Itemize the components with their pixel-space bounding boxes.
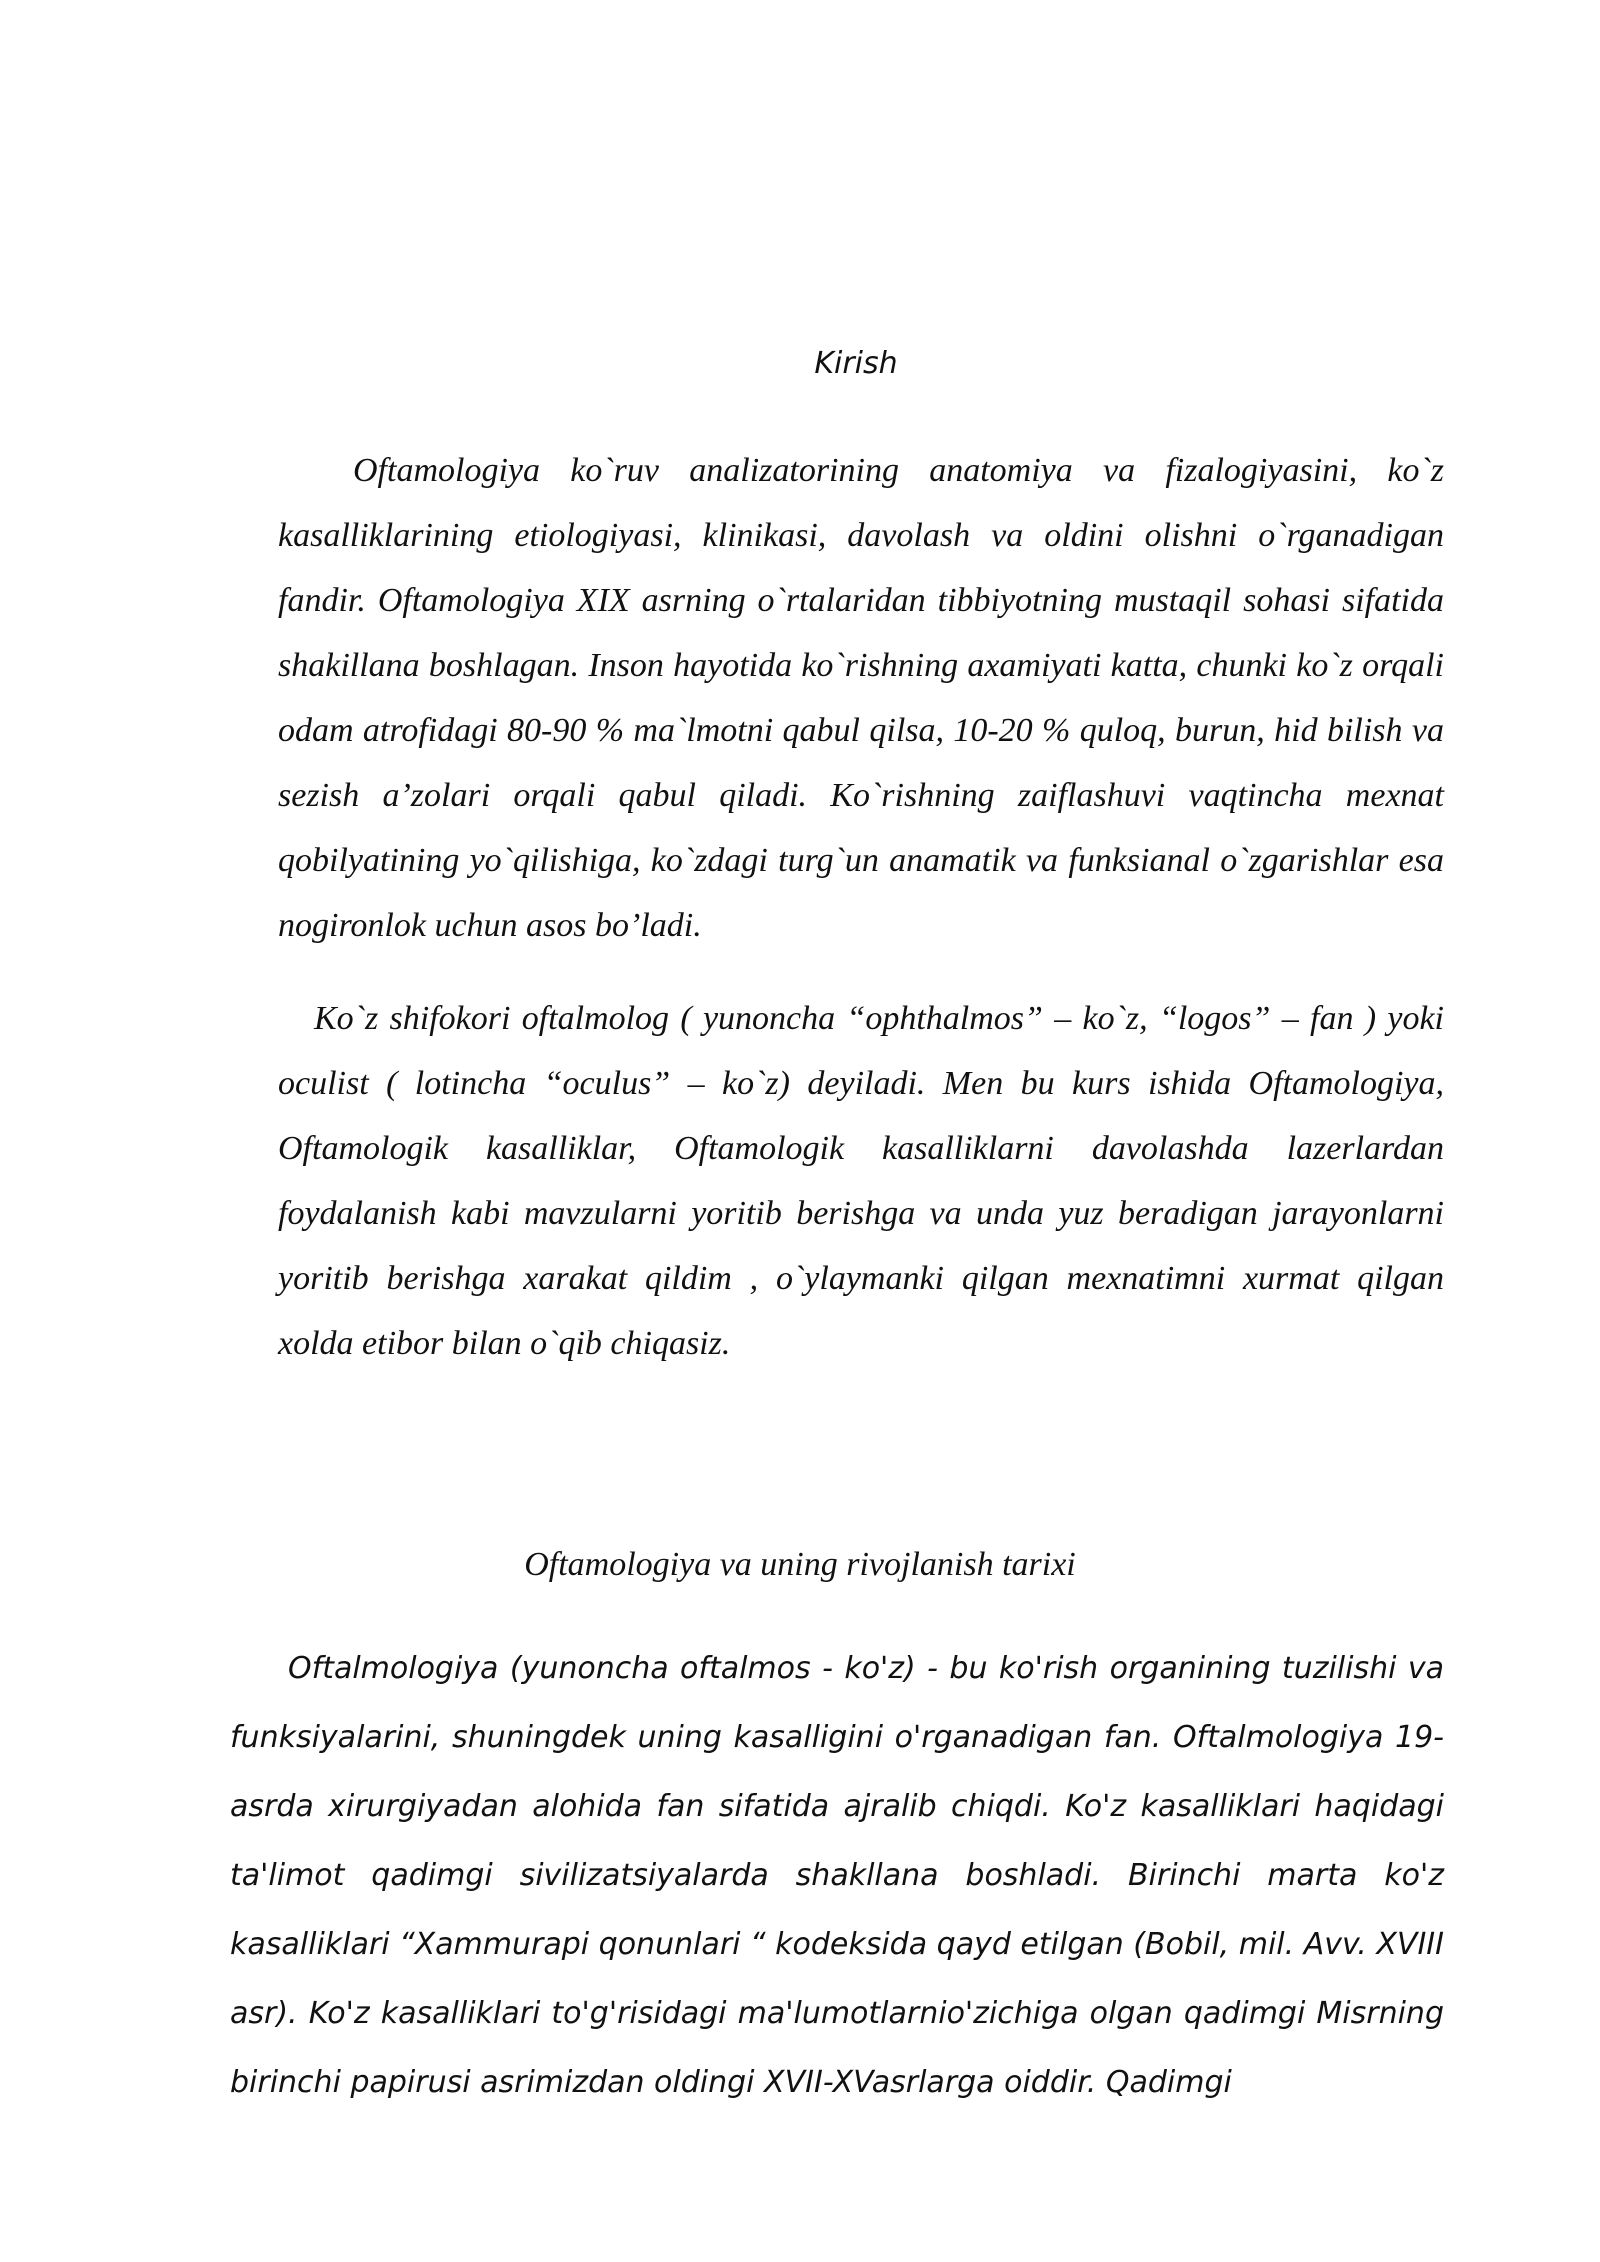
paragraph: Oftalmologiya (yunoncha oftalmos - ko'z) - bu ko'rish organining tuzilishi va funksiyalarini, shuningdek uning kasalligini o'rganadigan fan. Oftalmologiya 19-asrda xirurgiyadan alohida fan sifatida ajralib chiqdi. Ko'z kasalliklari haqidagi ta'limot qadimgi sivilizatsiyalarda shakllana boshladi. Birinchi marta ko'z kasalliklari “Xammurapi qonunlari “ kodeksida qayd etilgan (Bobil, mil. Avv. XVIII asr). Ko'z kasalliklari to'g'risidagi ma'lumotlarnio'zichiga olgan qadimgi Misrning birinchi papirusi asrimizdan oldingi XVII-XVasrlarga oiddir. Qadimgi <box>230 1651 1444 2100</box>
section-heading-history: Oftamologiya va uning rivojlanish tarixi <box>524 1546 1076 1583</box>
section-body-kirish <box>278 438 1444 1376</box>
section-body-history <box>230 1634 1444 2117</box>
paragraph: Ko`z shifokori oftalmolog ( yunoncha “ophthalmos” – ko`z, “logos” – fan ) yoki oculist ( lotincha “oculus” – ko`z) deyiladi. Men bu kurs ishida Oftamologiya, Oftamologik kasalliklar, Oftamologik kasalliklarni davolashda lazerlardan foydalanish kabi mavzularni yoritib berishga va unda yuz beradigan jarayonlarni yoritib berishga xarakat qildim , o`ylaymanki qilgan mexnatimni xurmat qilgan xolda etibor bilan o`qib chiqasiz. <box>278 1000 1444 1362</box>
section-heading-kirish: Kirish <box>814 346 898 381</box>
paragraph: Oftamologiya ko`ruv analizatorining anatomiya va fizalogiyasini, ko`z kasalliklarining etiologiyasi, klinikasi, davolash va oldini olishni o`rganadigan fandir. Oftamologiya XIX asrning o`rtalaridan tibbiyotning mustaqil sohasi sifatida shakillana boshlagan. Inson hayotida ko`rishning axamiyati katta, chunki ko`z orqali odam atrofidagi 80-90 % ma`lmotni qabul qilsa, 10-20 % quloq, burun, hid bilish va sezish a’zolari orqali qabul qiladi. Ko`rishning zaiflashuvi vaqtincha mexnat qobilyatining yo`qilishiga, ko`zdagi turg`un anamatik va funksianal o`zgarishlar esa nogironlok uchun asos bo’ladi. <box>278 452 1444 944</box>
